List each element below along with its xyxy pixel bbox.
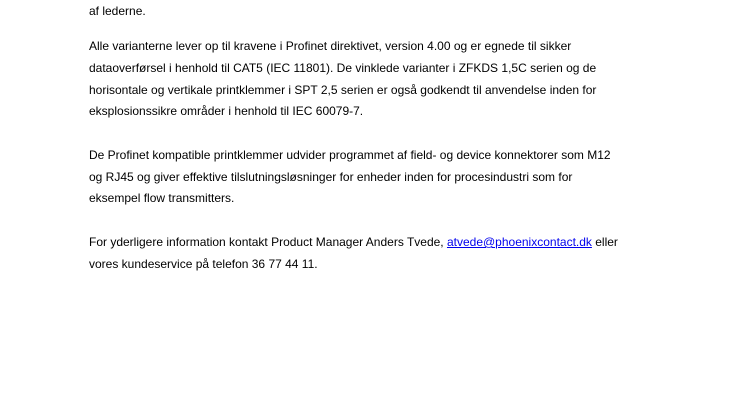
contact-text: For yderligere information kontakt Product Manager Anders Tvede,	[89, 235, 447, 249]
paragraph-1-line-1: Alle varianterne lever op til kravene i Profinet direktivet, version 4.00 og er egnede til sikker	[89, 39, 572, 53]
paragraph-3-line-2: vores kundeservice på telefon 36 77 44 11.	[89, 257, 318, 271]
paragraph-1-line-3: horisontale og vertikale printklemmer i SPT 2,5 serien er også godkendt til anvendelse inden for	[89, 83, 597, 97]
paragraph-3-line-1	[89, 235, 618, 249]
contact-text-after: eller	[591, 235, 618, 249]
paragraph-2-line-1: De Profinet kompatible printklemmer udvider programmet af field- og device konnektorer som M12	[89, 148, 611, 162]
paragraph-2-line-2: og RJ45 og giver effektive tilslutningsløsninger for enheder inden for procesindustri som for	[89, 170, 573, 184]
paragraph-1-line-4: eksplosionssikre områder i henhold til IEC 60079-7.	[89, 104, 364, 118]
paragraph-0-line-1: af lederne.	[89, 4, 146, 18]
paragraph-1-line-2: dataoverførsel i henhold til CAT5 (IEC 11801). De vinklede varianter i ZFKDS 1,5C serien og de	[89, 61, 597, 75]
paragraph-2-line-3: eksempel flow transmitters.	[89, 191, 235, 205]
email-link[interactable]: atvede@phoenixcontact.dk	[446, 235, 592, 249]
